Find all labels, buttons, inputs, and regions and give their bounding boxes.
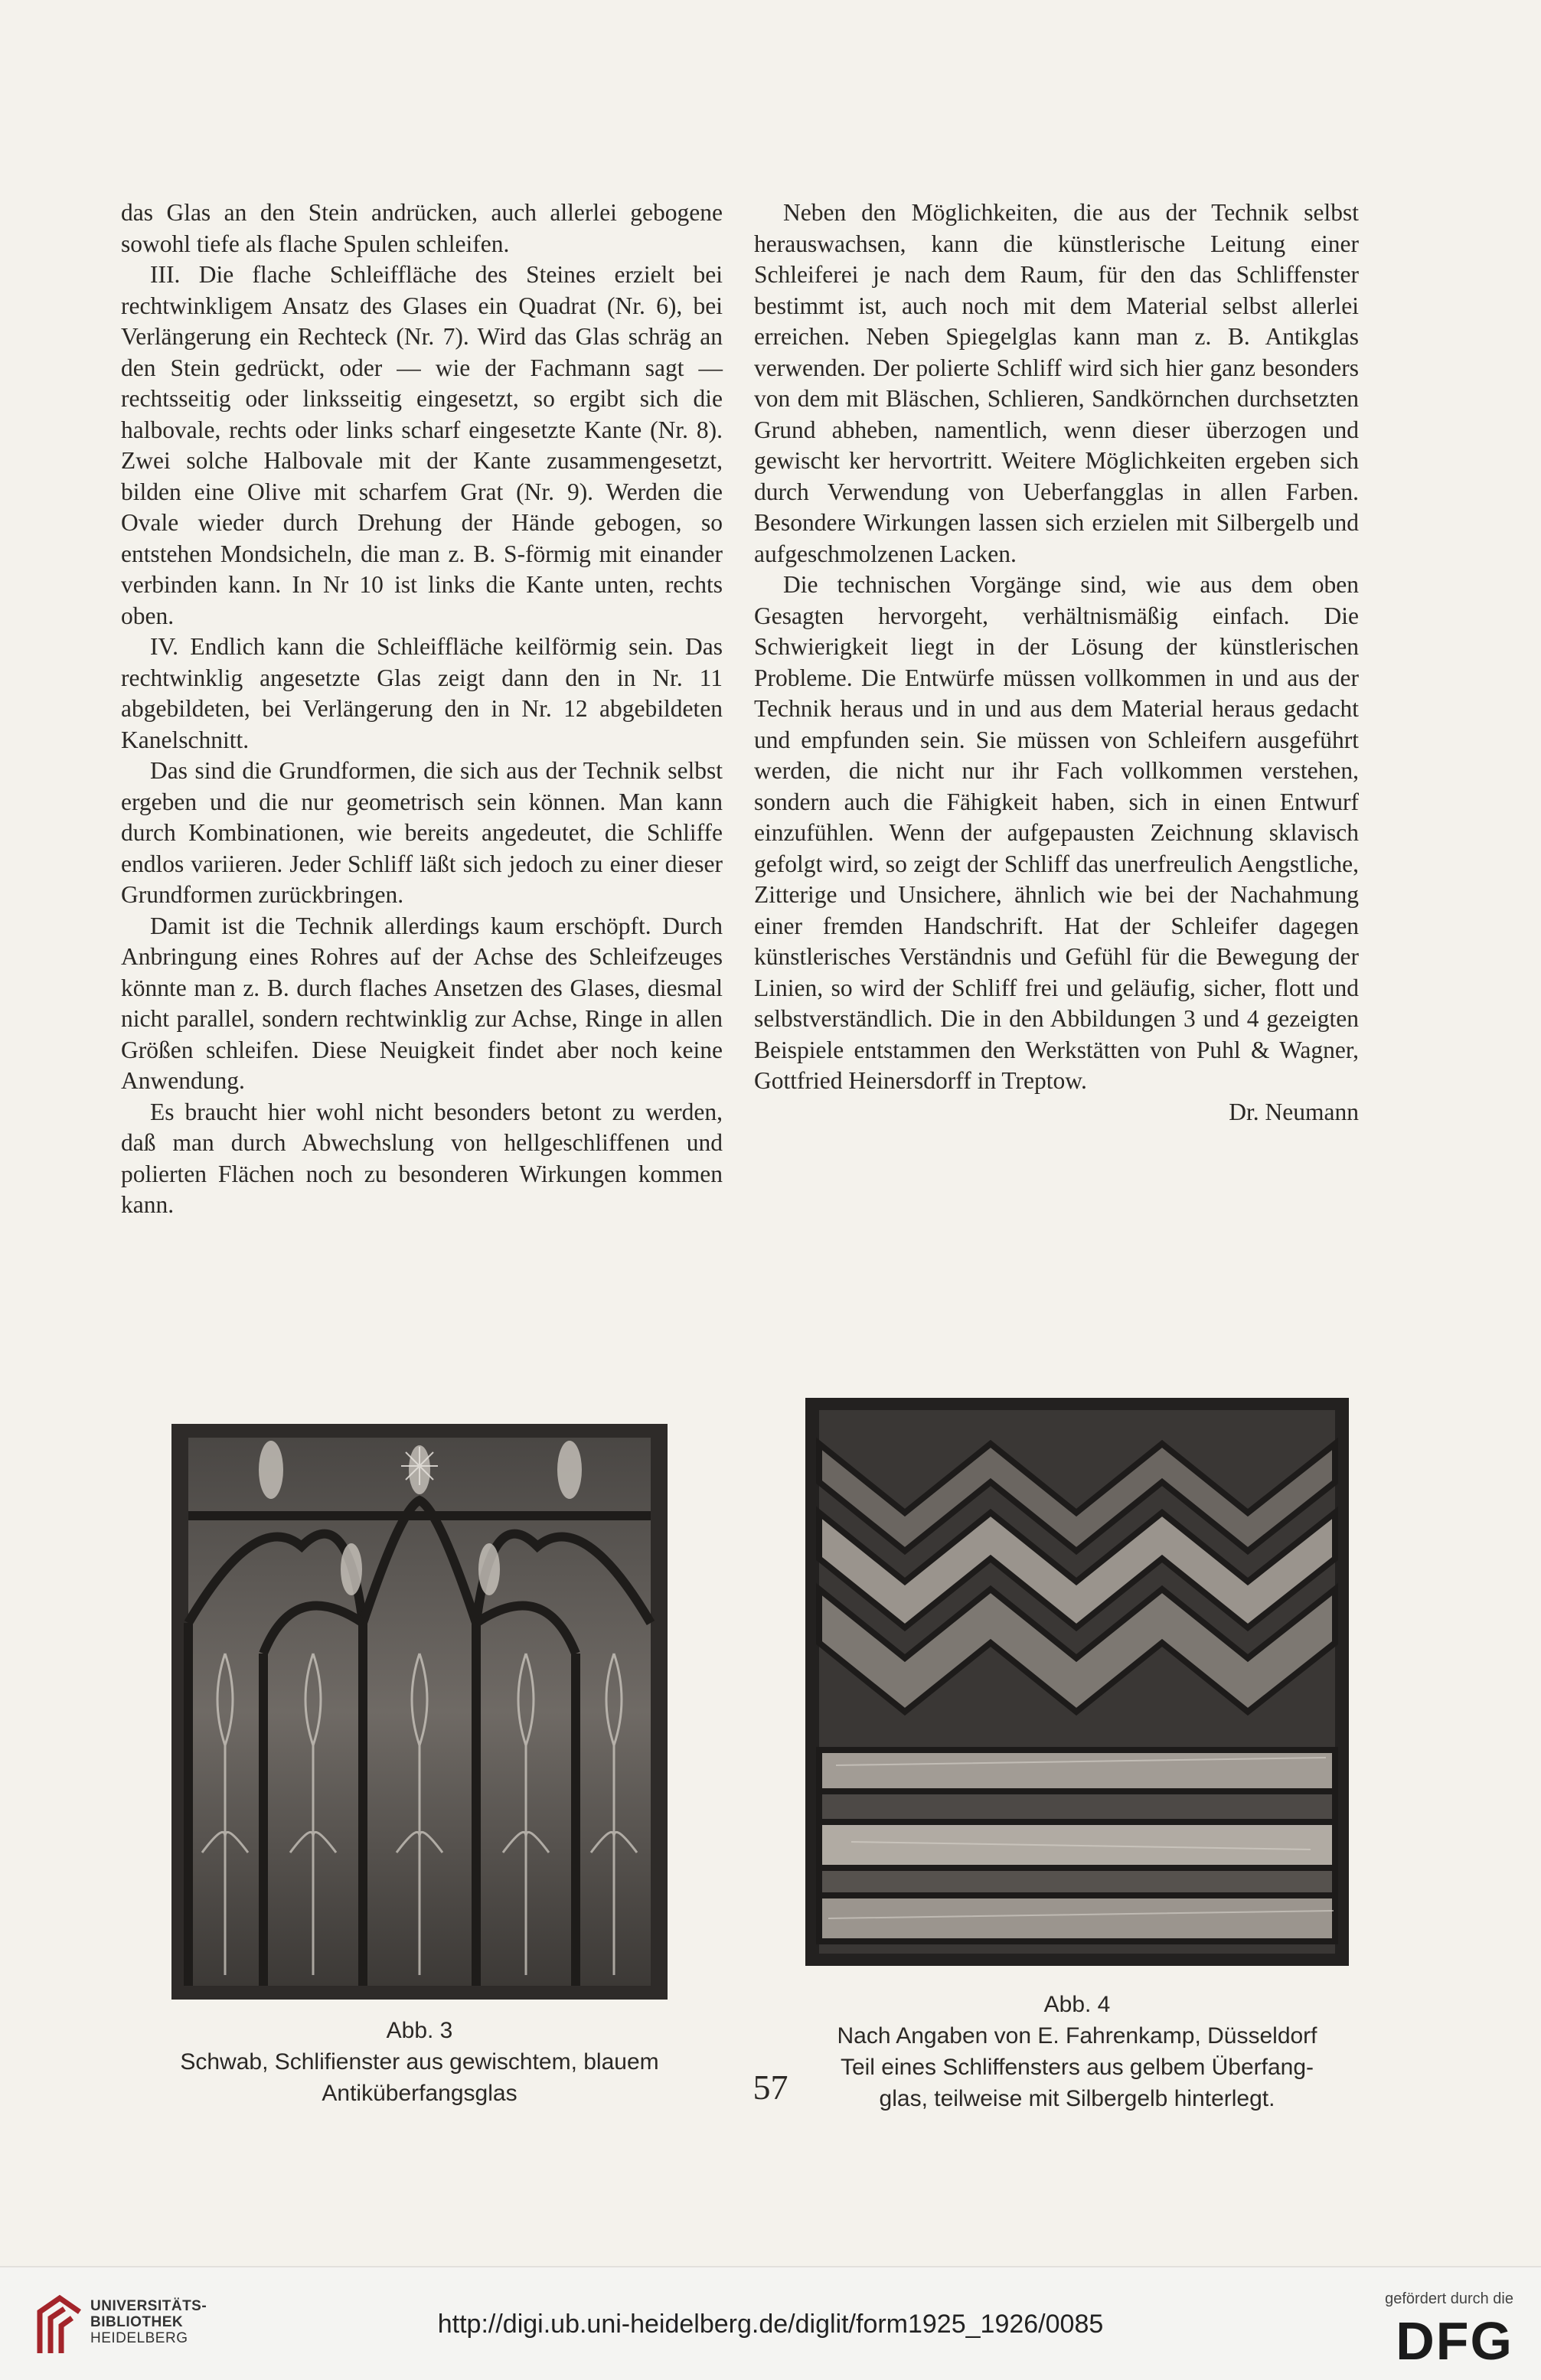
paragraph: Es braucht hier wohl nicht besonders betont zu werden, daß man durch Abwechslung von hellgeschliffenen und polierten Flächen noch zu besonderen Wirkungen kommen kann. [121,1098,723,1218]
caption-line: glas, teilweise mit Silbergelb hinterlegt. [879,2086,1275,2111]
caption-line: Nach Angaben von E. Fahrenkamp, Düsseldorf [837,2023,1317,2049]
stained-window-arches-image [171,1424,668,2000]
paragraph: IV. Endlich kann die Schleiffläche keilförmig sein. Das rechtwinklig angesetzte Glas zeigt dann den in Nr. 11 abgebildeten, bei Verlängerung den in Nr. 12 abgebildeten Kanelschnitt. [121,633,723,753]
dfg-logo: DFG [1396,2311,1513,2371]
paragraph: das Glas an den Stein andrücken, auch allerlei gebogene sowohl tiefe als flache Spulen schleifen. [121,199,723,257]
funding-note: gefördert durch die [1385,2290,1513,2307]
author-signature: Dr. Neumann [1229,1098,1359,1125]
text-column-left [121,198,723,1221]
library-name-line: UNIVERSITÄTS- [90,2298,207,2314]
figure-4-image [805,1398,1349,1966]
figure-3-image [171,1424,668,2000]
paragraph: Neben den Möglichkeiten, die aus der Technik selbst herauswachsen, kann die künstlerische Leitung einer Schleiferei je nach dem Raum, für den das Schliffenster bestimmt ist, auch noch mit dem Material selbst allerlei erreichen. Neben Spiegelglas kann man z. B. Antikglas verwenden. Der polierte Schliff wird sich hier ganz besonders von dem mit Bläschen, Schlieren, Sandkörnchen durchsetzten Grund abheben, namentlich, wenn dieser überzogen und gewischt ker hervortritt. Weitere Möglichkeiten ergeben sich durch Verwendung von Ueberfangglas in allen Farben. Besondere Wirkungen lassen sich erzielen mit Silbergelb und aufgeschmolzenen Lacken. [754,199,1359,567]
digitization-footer [0,2266,1541,2380]
stained-window-chevron-image [805,1398,1349,1966]
page-number: 57 [753,2068,788,2107]
caption-title: Abb. 3 [386,2018,453,2043]
source-url-link[interactable]: http://digi.ub.uni-heidelberg.de/diglit/form1925_1926/0085 [437,2310,1104,2339]
caption-line: Antiküberfangsglas [322,2081,517,2106]
library-name-line: HEIDELBERG [90,2330,188,2346]
library-name-line: BIBLIOTHEK [90,2314,184,2330]
paragraph: Die technischen Vorgänge sind, wie aus dem oben Gesagten hervorgeht, verhältnismäßig einfach. Die Schwierigkeit liegt in der Lösung der künstlerischen Probleme. Die Entwürfe müssen vollkommen in und aus der Technik heraus und in und aus dem Material heraus gedacht und empfunden sein. Sie müssen von Schleifern ausgeführt werden, die nicht nur ihr Fach vollkommen verstehen, sondern auch die Fähigkeit haben, sich in einen Entwurf einzufühlen. Wenn der aufgepausten Zeichnung sklavisch gefolgt wird, so zeigt der Schliff das unerfreulich Aengstliche, Zitterige und Unsichere, ähnlich wie bei der Nachahmung einer fremden Handschrift. Hat der Schleifer dagegen künstlerisches Verständnis und Gefühl für die Bewegung der Linien, so wird der Schliff frei und geläufig, sicher, flott und selbstverständlich. Die in den Abbildungen 3 und 4 gezeigten Beispiele entstammen den Werkstätten von Puhl & Wagner, Gottfried Heinersdorff in Treptow. [754,571,1359,1094]
caption-title: Abb. 4 [1043,1992,1111,2017]
text-column-right [754,198,1359,1128]
paragraph: Damit ist die Technik allerdings kaum erschöpft. Durch Anbringung eines Rohres auf der Achse des Schleifzeuges könnte man z. B. durch flaches Ansetzen des Glases, diesmal nicht parallel, sondern rechtwinklig zur Achse, Ringe in allen Größen schleifen. Diese Neuigkeit findet aber noch keine Anwendung. [121,912,723,1094]
caption-line: Teil eines Schliffensters aus gelbem Überfang- [840,2055,1314,2080]
paragraph: Das sind die Grundformen, die sich aus der Technik selbst ergeben und die nur geometrisch sein können. Man kann durch Kombinationen, wie bereits angedeutet, die Schliffe endlos variieren. Jeder Schliff läßt sich jedoch zu einer dieser Grundformen zurückbringen. [121,757,723,908]
caption-line: Schwab, Schlifienster aus gewischtem, blauem [180,2049,659,2075]
paragraph: III. Die flache Schleiffläche des Steines erzielt bei rechtwinkligem Ansatz des Glases ein Quadrat (Nr. 6), bei Verlängerung ein Rechteck (Nr. 7). Wird das Glas schräg an den Stein gedrückt, oder — wie der Fachmann sagt — rechtsseitig oder linksseitig eingesetzt, so ergibt sich die halbovale, rechts oder links scharf eingesetzte Kante (Nr. 8). Zwei solche Halbovale mit der Kante zusammengesetzt, bilden eine Olive mit scharfem Grat (Nr. 9). Werden die Ovale wieder durch Drehung der Hände gebogen, so entstehen Mondsicheln, die man z. B. S-förmig mit einander verbinden kann. In Nr 10 ist links die Kante unten, rechts oben. [121,261,723,629]
